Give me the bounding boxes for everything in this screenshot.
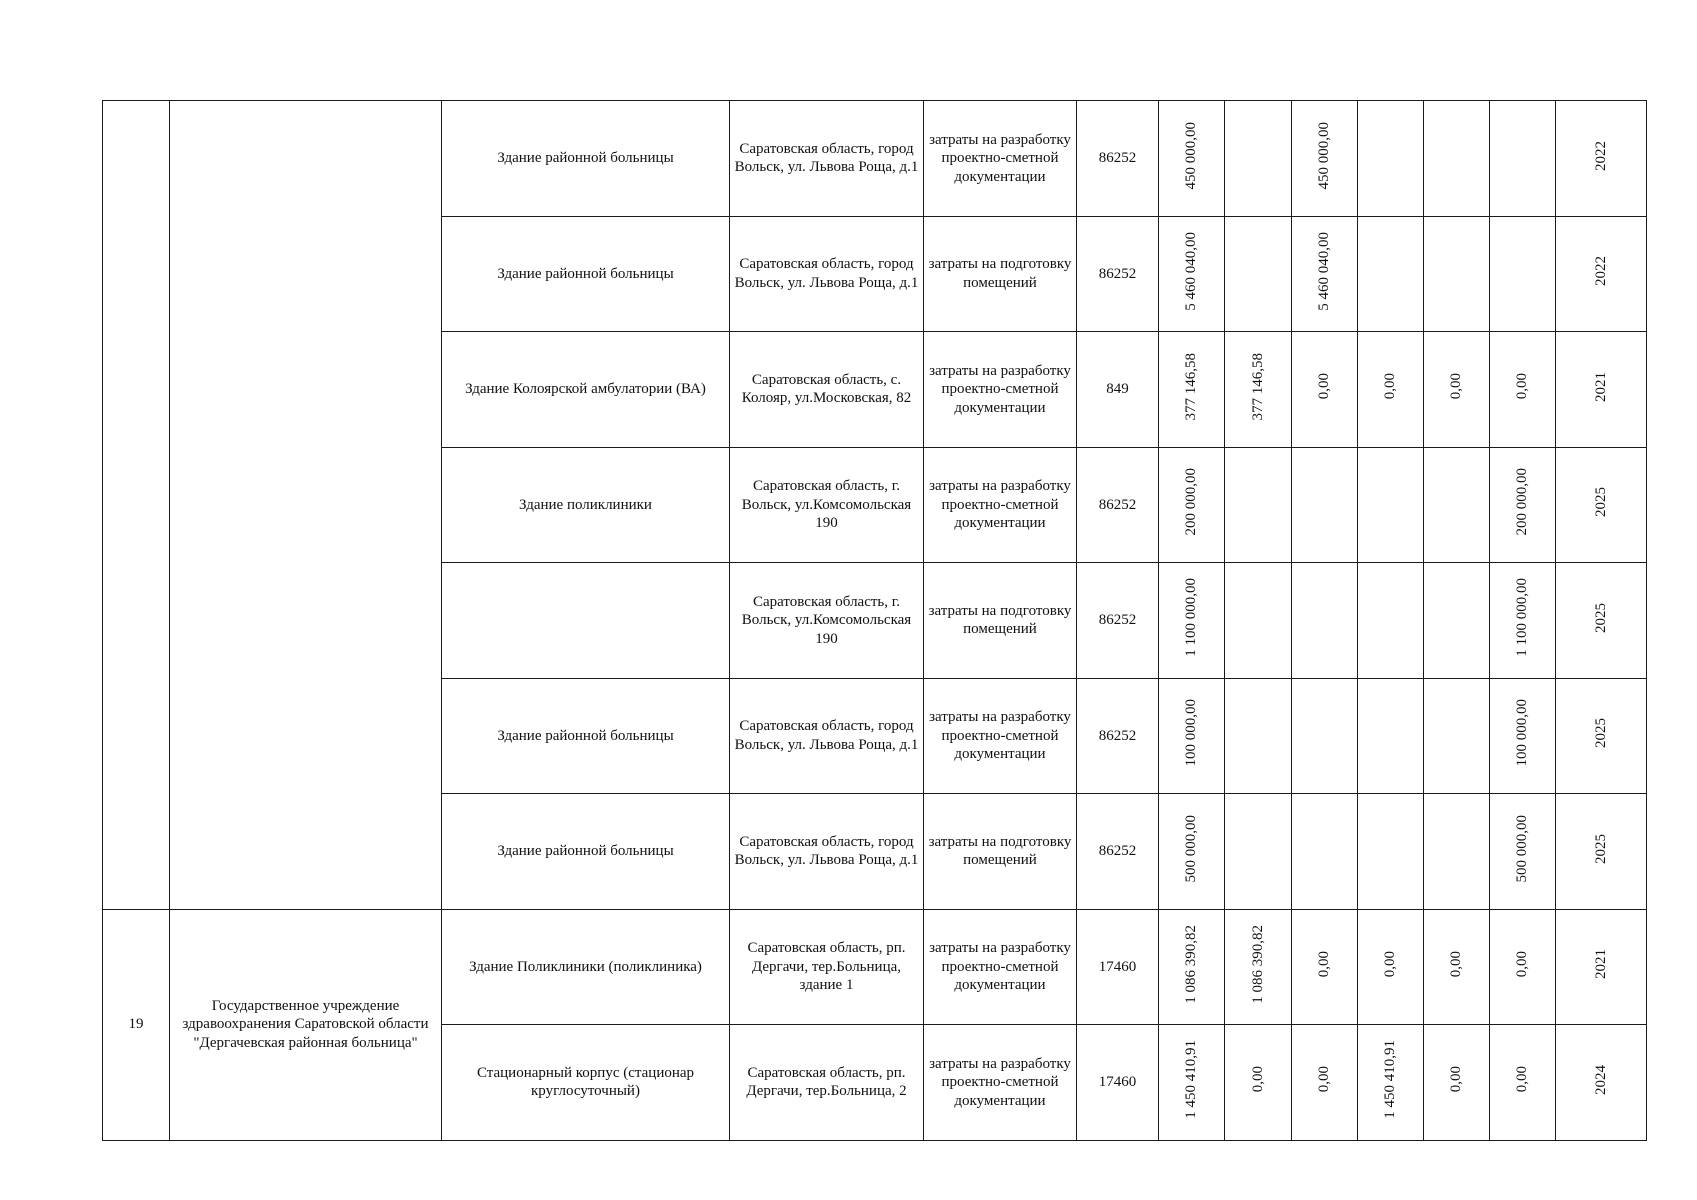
address-cell: Саратовская область, рп. Дергачи, тер.Больница, 2 <box>730 1025 924 1141</box>
amount-cell <box>1424 101 1490 217</box>
amount-cell <box>1358 101 1424 217</box>
amount-cell <box>1424 447 1490 563</box>
amount-cell-text: 200 000,00 <box>1514 468 1531 536</box>
amount-cell <box>1159 332 1225 448</box>
year-cell <box>1556 1025 1647 1141</box>
row-number-cell <box>103 101 170 910</box>
amount-cell-text: 5 460 040,00 <box>1183 231 1200 311</box>
amount-cell <box>1292 909 1358 1025</box>
amount-cell <box>1424 678 1490 794</box>
object-cell: Здание Поликлиники (поликлиника) <box>442 909 730 1025</box>
amount-cell <box>1358 563 1424 679</box>
amount-cell <box>1225 909 1292 1025</box>
object-cell: Здание Колоярской амбулатории (ВА) <box>442 332 730 448</box>
year-cell-text: 2022 <box>1592 256 1609 286</box>
amount-cell <box>1490 563 1556 679</box>
address-cell: Саратовская область, город Вольск, ул. Львова Роща, д.1 <box>730 794 924 910</box>
amount-cell-text: 450 000,00 <box>1183 121 1200 190</box>
amount-cell-text: 0,00 <box>1382 373 1399 400</box>
amount-cell <box>1424 794 1490 910</box>
amount-cell <box>1490 678 1556 794</box>
year-cell-text: 2025 <box>1592 718 1609 748</box>
amount-cell <box>1225 332 1292 448</box>
amount-cell <box>1292 101 1358 217</box>
table-row <box>103 909 1647 1025</box>
amount-cell <box>1424 216 1490 332</box>
code-cell: 86252 <box>1077 101 1159 217</box>
year-cell <box>1556 101 1647 217</box>
address-cell: Саратовская область, г. Вольск, ул.Комсомольская 190 <box>730 563 924 679</box>
year-cell <box>1556 447 1647 563</box>
year-cell-text: 2022 <box>1592 140 1609 171</box>
amount-cell <box>1292 563 1358 679</box>
year-cell <box>1556 909 1647 1025</box>
object-cell: Здание районной больницы <box>442 678 730 794</box>
amount-cell <box>1490 909 1556 1025</box>
amount-cell-text: 1 086 390,82 <box>1183 924 1200 1004</box>
year-cell <box>1556 794 1647 910</box>
amount-cell-text: 100 000,00 <box>1514 699 1531 767</box>
institution-cell: Государственное учреждение здравоохранения Саратовской области "Дергачевская районная больница" <box>170 909 442 1140</box>
amount-cell <box>1490 794 1556 910</box>
amount-cell <box>1292 794 1358 910</box>
amount-cell <box>1358 1025 1424 1141</box>
amount-cell-text: 100 000,00 <box>1183 699 1200 767</box>
amount-cell <box>1159 909 1225 1025</box>
amount-cell <box>1424 563 1490 679</box>
cost-type-cell: затраты на подготовку помещений <box>924 794 1077 910</box>
address-cell: Саратовская область, город Вольск, ул. Львова Роща, д.1 <box>730 678 924 794</box>
amount-cell <box>1159 678 1225 794</box>
object-cell: Здание поликлиники <box>442 447 730 563</box>
amount-cell <box>1358 909 1424 1025</box>
year-cell <box>1556 216 1647 332</box>
amount-cell <box>1490 1025 1556 1141</box>
amount-cell <box>1292 678 1358 794</box>
amount-cell-text: 0,00 <box>1514 950 1531 978</box>
amount-cell <box>1159 101 1225 217</box>
year-cell-text: 2021 <box>1592 371 1609 402</box>
cost-type-cell: затраты на разработку проектно-сметной документации <box>924 1025 1077 1141</box>
amount-cell <box>1292 332 1358 448</box>
year-cell-text: 2024 <box>1592 1064 1609 1095</box>
amount-cell-text: 0,00 <box>1448 950 1465 978</box>
amount-cell-text: 450 000,00 <box>1316 121 1333 190</box>
amount-cell-text: 0,00 <box>1316 373 1333 400</box>
cost-type-cell: затраты на разработку проектно-сметной документации <box>924 678 1077 794</box>
amount-cell <box>1292 216 1358 332</box>
year-cell <box>1556 678 1647 794</box>
code-cell: 86252 <box>1077 216 1159 332</box>
amount-cell-text: 0,00 <box>1316 1066 1333 1093</box>
amount-cell <box>1225 101 1292 217</box>
code-cell: 86252 <box>1077 563 1159 679</box>
address-cell: Саратовская область, город Вольск, ул. Львова Роща, д.1 <box>730 216 924 332</box>
amount-cell-text: 377 146,58 <box>1183 352 1200 421</box>
year-cell-text: 2025 <box>1592 602 1609 633</box>
amount-cell <box>1490 216 1556 332</box>
year-cell-text: 2025 <box>1592 487 1609 517</box>
year-cell-text: 2025 <box>1592 833 1609 864</box>
cost-type-cell: затраты на разработку проектно-сметной документации <box>924 447 1077 563</box>
amount-cell <box>1490 332 1556 448</box>
amount-cell <box>1292 1025 1358 1141</box>
amount-cell-text: 0,00 <box>1382 950 1399 978</box>
amount-cell <box>1225 678 1292 794</box>
amount-cell-text: 5 460 040,00 <box>1316 231 1333 311</box>
amount-cell-text: 1 100 000,00 <box>1514 578 1531 657</box>
code-cell: 86252 <box>1077 447 1159 563</box>
amount-cell <box>1424 332 1490 448</box>
amount-cell <box>1490 101 1556 217</box>
amount-cell <box>1225 1025 1292 1141</box>
amount-cell <box>1159 563 1225 679</box>
amount-cell-text: 0,00 <box>1249 1066 1266 1093</box>
object-cell: Стационарный корпус (стационар круглосуточный) <box>442 1025 730 1141</box>
amount-cell <box>1424 909 1490 1025</box>
amount-cell <box>1159 216 1225 332</box>
amount-cell-text: 0,00 <box>1448 1066 1465 1093</box>
amount-cell <box>1159 794 1225 910</box>
amount-cell-text: 0,00 <box>1448 373 1465 400</box>
amount-cell-text: 1 086 390,82 <box>1249 924 1266 1004</box>
address-cell: Саратовская область, с. Колояр, ул.Московская, 82 <box>730 332 924 448</box>
amount-cell <box>1225 794 1292 910</box>
amount-cell <box>1225 216 1292 332</box>
amount-cell <box>1424 1025 1490 1141</box>
cost-type-cell: затраты на разработку проектно-сметной документации <box>924 101 1077 217</box>
amount-cell <box>1159 447 1225 563</box>
amount-cell-text: 1 450 410,91 <box>1183 1040 1200 1119</box>
row-number-cell: 19 <box>103 909 170 1140</box>
year-cell <box>1556 563 1647 679</box>
code-cell: 17460 <box>1077 1025 1159 1141</box>
code-cell: 17460 <box>1077 909 1159 1025</box>
amount-cell-text: 0,00 <box>1514 373 1531 400</box>
cost-type-cell: затраты на подготовку помещений <box>924 563 1077 679</box>
object-cell: Здание районной больницы <box>442 794 730 910</box>
amount-cell <box>1358 332 1424 448</box>
object-cell <box>442 563 730 679</box>
address-cell: Саратовская область, рп. Дергачи, тер.Больница, здание 1 <box>730 909 924 1025</box>
institution-cell <box>170 101 442 910</box>
address-cell: Саратовская область, г. Вольск, ул.Комсомольская 190 <box>730 447 924 563</box>
cost-type-cell: затраты на разработку проектно-сметной документации <box>924 332 1077 448</box>
amount-cell-text: 0,00 <box>1316 950 1333 978</box>
amount-cell <box>1358 678 1424 794</box>
amount-cell <box>1225 563 1292 679</box>
amount-cell <box>1292 447 1358 563</box>
code-cell: 86252 <box>1077 678 1159 794</box>
amount-cell-text: 200 000,00 <box>1183 468 1200 536</box>
code-cell: 86252 <box>1077 794 1159 910</box>
object-cell: Здание районной больницы <box>442 216 730 332</box>
amount-cell-text: 377 146,58 <box>1249 352 1266 421</box>
amount-cell <box>1358 216 1424 332</box>
year-cell-text: 2021 <box>1592 949 1609 979</box>
amount-cell-text: 0,00 <box>1514 1066 1531 1093</box>
amount-cell-text: 500 000,00 <box>1183 814 1200 883</box>
address-cell: Саратовская область, город Вольск, ул. Львова Роща, д.1 <box>730 101 924 217</box>
amount-cell <box>1225 447 1292 563</box>
cost-type-cell: затраты на подготовку помещений <box>924 216 1077 332</box>
amount-cell <box>1358 447 1424 563</box>
amount-cell-text: 1 100 000,00 <box>1183 578 1200 657</box>
amount-cell <box>1159 1025 1225 1141</box>
cost-type-cell: затраты на разработку проектно-сметной документации <box>924 909 1077 1025</box>
year-cell <box>1556 332 1647 448</box>
amount-cell <box>1358 794 1424 910</box>
code-cell: 849 <box>1077 332 1159 448</box>
cost-table <box>102 100 1647 1141</box>
table-row <box>103 101 1647 217</box>
amount-cell-text: 1 450 410,91 <box>1382 1040 1399 1119</box>
amount-cell <box>1490 447 1556 563</box>
amount-cell-text: 500 000,00 <box>1514 814 1531 883</box>
object-cell: Здание районной больницы <box>442 101 730 217</box>
